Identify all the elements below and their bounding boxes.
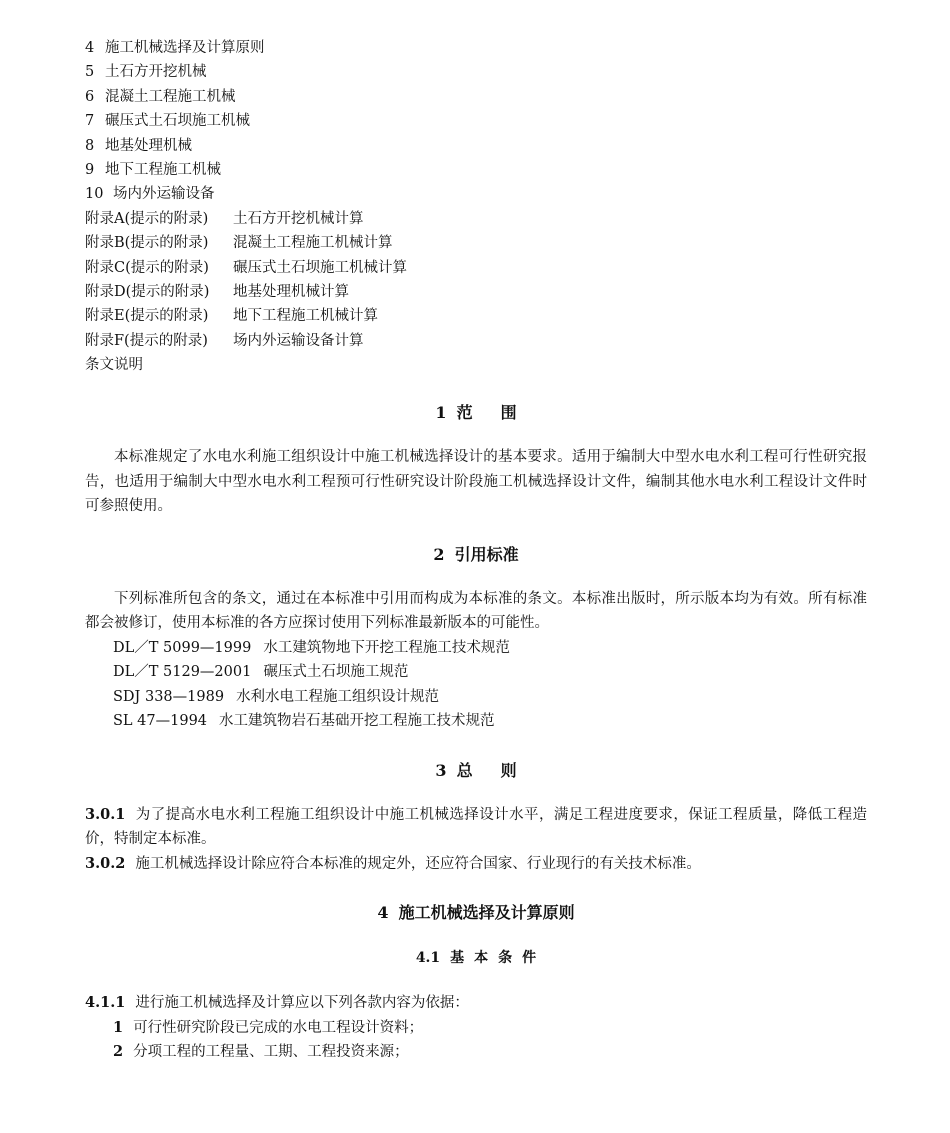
list-item: 2 分项工程的工程量、工期、工程投资来源；	[113, 1043, 409, 1061]
toc-chapter-item[interactable]: 7 碾压式土石坝施工机械	[85, 113, 250, 130]
toc-chapter-item[interactable]: 8 地基处理机械	[85, 137, 192, 154]
toc-appendix-item[interactable]: 附录C(提示的附录) 碾压式土石坝施工机械计算	[85, 259, 407, 276]
clause: 3.0.2 施工机械选择设计除应符合本标准的规定外，还应符合国家、行业现行的有关技术标准。	[85, 854, 701, 872]
toc-chapter-item[interactable]: 5 土石方开挖机械	[85, 64, 207, 81]
toc-chapter-item[interactable]: 9 地下工程施工机械	[85, 161, 221, 178]
table-of-contents	[85, 36, 867, 377]
toc-appendix-item[interactable]: 附录B(提示的附录) 混凝土工程施工机械计算	[85, 235, 393, 252]
section-heading: 2 引用标准	[433, 544, 519, 564]
reference-item: SL 47—1994 水工建筑物岩石基础开挖工程施工技术规范	[113, 713, 495, 730]
reference-item: DL／T 5129—2001 碾压式土石坝施工规范	[113, 664, 409, 681]
section-heading: 4 施工机械选择及计算原则	[377, 903, 575, 923]
reference-item: SDJ 338—1989 水利水电工程施工组织设计规范	[113, 688, 440, 705]
clause: 3.0.1 为了提高水电水利工程施工组织设计中施工机械选择设计水平，满足工程进度要求，保证工程质量，降低工程造价，特制定本标准。	[85, 805, 867, 848]
subsection-heading: 4.1 基本条件	[415, 950, 547, 967]
toc-appendix-item[interactable]: 附录F(提示的附录) 场内外运输设备计算	[85, 332, 364, 349]
section-heading: 3 总则	[435, 760, 545, 780]
toc-chapter-item[interactable]: 10 场内外运输设备	[85, 186, 215, 203]
toc-chapter-item[interactable]: 4 施工机械选择及计算原则	[85, 40, 265, 56]
section-body: 下列标准所包含的条文，通过在本标准中引用而构成为本标准的条文。本标准出版时，所示版本均为有效。所有标准都会被修订，使用本标准的各方应探讨使用下列标准最新版本的可能性。	[85, 590, 867, 632]
reference-list	[85, 636, 867, 734]
toc-appendix-item[interactable]: 附录A(提示的附录) 土石方开挖机械计算	[85, 210, 364, 227]
toc-chapter-item[interactable]: 6 混凝土工程施工机械	[85, 88, 236, 105]
toc-appendix-item[interactable]: 附录D(提示的附录) 地基处理机械计算	[85, 283, 349, 300]
toc-appendix-item[interactable]: 附录E(提示的附录) 地下工程施工机械计算	[85, 308, 378, 325]
clause: 4.1.1 进行施工机械选择及计算应以下列各款内容为依据：	[85, 994, 469, 1012]
section-body: 本标准规定了水电水利施工组织设计中施工机械选择设计的基本要求。适用于编制大中型水电水利工程可行性研究报告，也适用于编制大中型水电水利工程预可行性研究设计阶段施工机械选择设计文件，编制其他水电水利工程设计文件时可参照使用。	[85, 449, 867, 515]
document-page	[85, 36, 867, 1065]
section-heading: 1 范围	[435, 403, 545, 423]
toc-explanation-item[interactable]: 条文说明	[85, 357, 143, 374]
reference-item: DL／T 5099—1999 水工建筑物地下开挖工程施工技术规范	[113, 639, 510, 656]
list-item: 1 可行性研究阶段已完成的水电工程设计资料；	[113, 1018, 424, 1036]
